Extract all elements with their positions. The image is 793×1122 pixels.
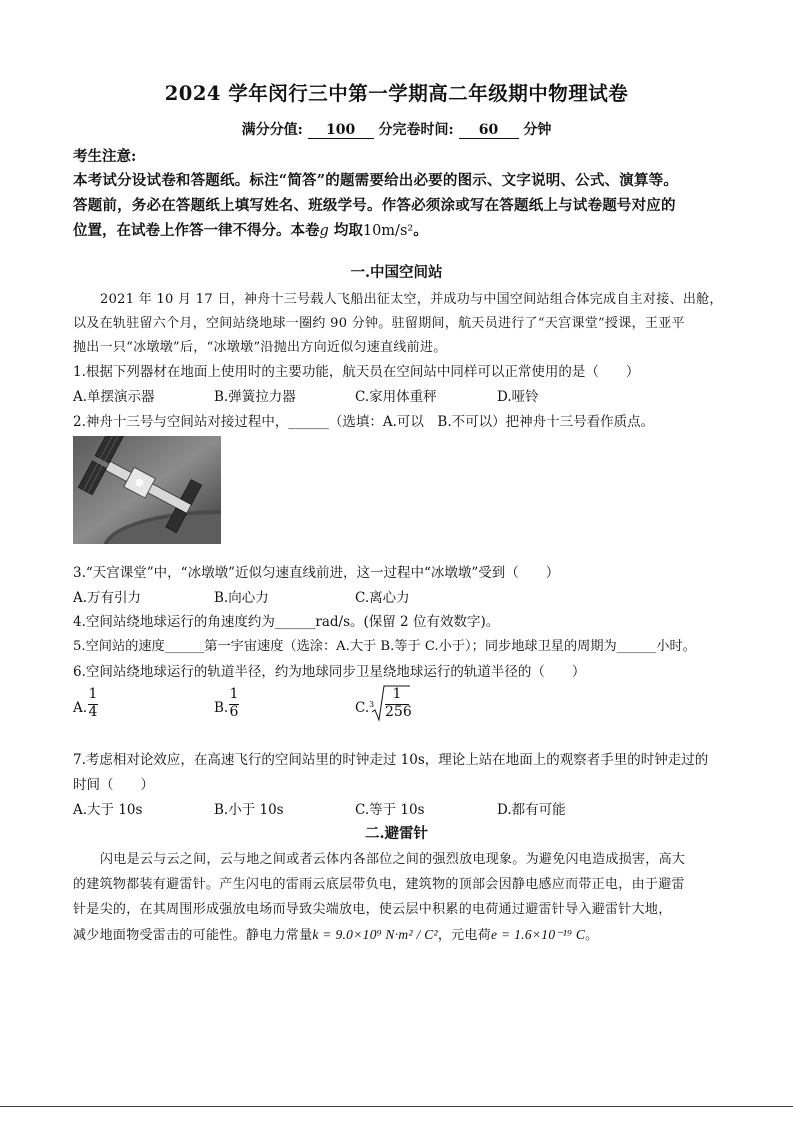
notice-heading: 考生注意:: [73, 148, 137, 165]
question-5: 5.空间站的速度______第一宇宙速度（选涂：A.大于 B.等于 C.小于）；同步地球卫星的周期为______小时。: [73, 639, 696, 654]
q6-option-b-label: B.: [214, 700, 229, 716]
exam-title: 2024 学年闵行三中第一学期高二年级期中物理试卷: [164, 82, 629, 105]
q7-option-c: C.等于 10s: [355, 802, 425, 818]
notice-line-3: [73, 219, 428, 240]
question-2: 2.神舟十三号与空间站对接过程中，______（选填：A.可以 B.不可以）把神舟十三号看作质点。: [73, 414, 655, 430]
elementary-charge-formula: e = 1.6×10⁻¹⁹ C: [491, 927, 586, 942]
q1-option-b: B.弹簧拉力器: [214, 389, 296, 405]
question-7-line-2: 时间（ ）: [73, 777, 154, 793]
time-value: 60: [459, 122, 519, 139]
q3-option-b: B.向心力: [214, 590, 269, 606]
q6-option-a-label: A.: [73, 700, 88, 716]
q6-option-c-numerator: 1: [392, 686, 402, 702]
section-2-para-4-start: 减少地面物受雷击的可能性。静电力常量: [73, 928, 313, 943]
section-2-para-4-mid: ，元电荷: [437, 928, 492, 943]
g-value: 10m/s²: [362, 223, 414, 239]
q7-option-d: D.都有可能: [497, 802, 566, 818]
question-1: 1.根据下列器材在地面上使用时的主要功能，航天员在空间站中同样可以正常使用的是（ ）: [73, 364, 640, 380]
section-1-para-2: 以及在轨驻留六个月，空间站绕地球一圈约 90 分钟。驻留期间，航天员进行了“天宫课堂”授课，王亚平: [73, 316, 685, 331]
notice-line-2: 答题前，务必在答题纸上填写姓名、班级学号。作答必须涂或写在答题纸上与试卷题号对应的: [73, 197, 676, 214]
section-2-para-4-end: 。: [585, 928, 599, 943]
q6-option-b-fraction: [229, 687, 239, 720]
q7-option-a: A.大于 10s: [73, 802, 143, 818]
question-6: 6.空间站绕地球运行的轨道半径，约为地球同步卫星绕地球运行的轨道半径的（ ）: [73, 664, 586, 680]
notice-line-3-text: 位置，在试卷上作答一律不得分。本卷: [73, 222, 320, 239]
score-label: 满分分值:: [241, 122, 303, 138]
section-2-title: 二.避雷针: [364, 825, 429, 842]
page-bottom-rule: [0, 1106, 793, 1107]
section-2-para-3: 针是尖的，在其周围形成强放电场而导致尖端放电，使云层中积累的电荷通过避雷针导入避雷针大地，: [73, 902, 672, 917]
q3-option-c: C.离心力: [355, 590, 410, 606]
q6-option-c-root-index: 3: [369, 700, 375, 709]
q7-option-b: B.小于 10s: [214, 802, 284, 818]
section-2-para-2: 的建筑物都装有避雷针。产生闪电的雷雨云底层带负电，建筑物的顶部会因静电感应而带正电，由于避雷: [73, 877, 685, 892]
score-time-line: [0, 119, 793, 139]
section-2-para-1: 闪电是云与云之间，云与地之间或者云体内各部位之间的强烈放电现象。为避免闪电造成损害，高大: [100, 852, 686, 867]
q6-option-c-label: C.: [355, 700, 370, 716]
q6-option-a-fraction: [88, 687, 98, 720]
question-4: 4.空间站绕地球运行的角速度约为______rad/s。(保留 2 位有效数字)。: [73, 614, 500, 630]
q6-option-a-denominator: 4: [88, 704, 98, 720]
section-1-para-3: 抛出一只“冰墩墩”后，“冰墩墩”沿抛出方向近似匀速直线前进。: [73, 340, 447, 355]
notice-line-3-end: 。: [413, 222, 428, 239]
question-3: 3.“天宫课堂”中，“冰墩墩”近似匀速直线前进，这一过程中“冰墩墩”受到（ ）: [73, 565, 560, 581]
q6-option-b-denominator: 6: [229, 704, 239, 720]
g-symbol: g: [319, 223, 329, 239]
q6-option-a-numerator: 1: [88, 686, 98, 702]
q6-option-b-numerator: 1: [229, 686, 239, 702]
q1-option-d: D.哑铃: [497, 389, 539, 405]
q1-option-a: A.单摆演示器: [73, 389, 155, 405]
q1-option-c: C.家用体重秤: [355, 389, 437, 405]
q6-option-c-denominator: 256: [385, 704, 412, 720]
score-value: 100: [308, 122, 374, 139]
question-7-line-1: 7.考虑相对论效应，在高速飞行的空间站里的时钟走过 10s，理论上站在地面上的观察者手里的时钟走过的: [73, 752, 709, 768]
space-station-image: [73, 436, 221, 544]
time-unit: 分钟: [523, 122, 552, 138]
section-1-para-1: 2021 年 10 月 17 日，神舟十三号载人飞船出征太空，并成功与中国空间站组合体完成自主对接、出舱，: [100, 292, 723, 307]
space-station-photo: [73, 436, 221, 544]
k-constant-formula: k = 9.0×10⁹ N·m² / C²: [312, 927, 438, 942]
notice-line-3-mid: 均取: [333, 222, 363, 239]
section-1-title: 一.中国空间站: [350, 264, 443, 281]
notice-line-1: 本考试分设试卷和答题纸。标注“简答”的题需要给出必要的图示、文字说明、公式、演算等。: [73, 172, 679, 189]
q6-option-c-fraction: [385, 686, 412, 720]
q3-option-a: A.万有引力: [73, 590, 142, 606]
section-2-para-4: [73, 924, 598, 943]
time-label: 分完卷时间:: [378, 122, 454, 138]
